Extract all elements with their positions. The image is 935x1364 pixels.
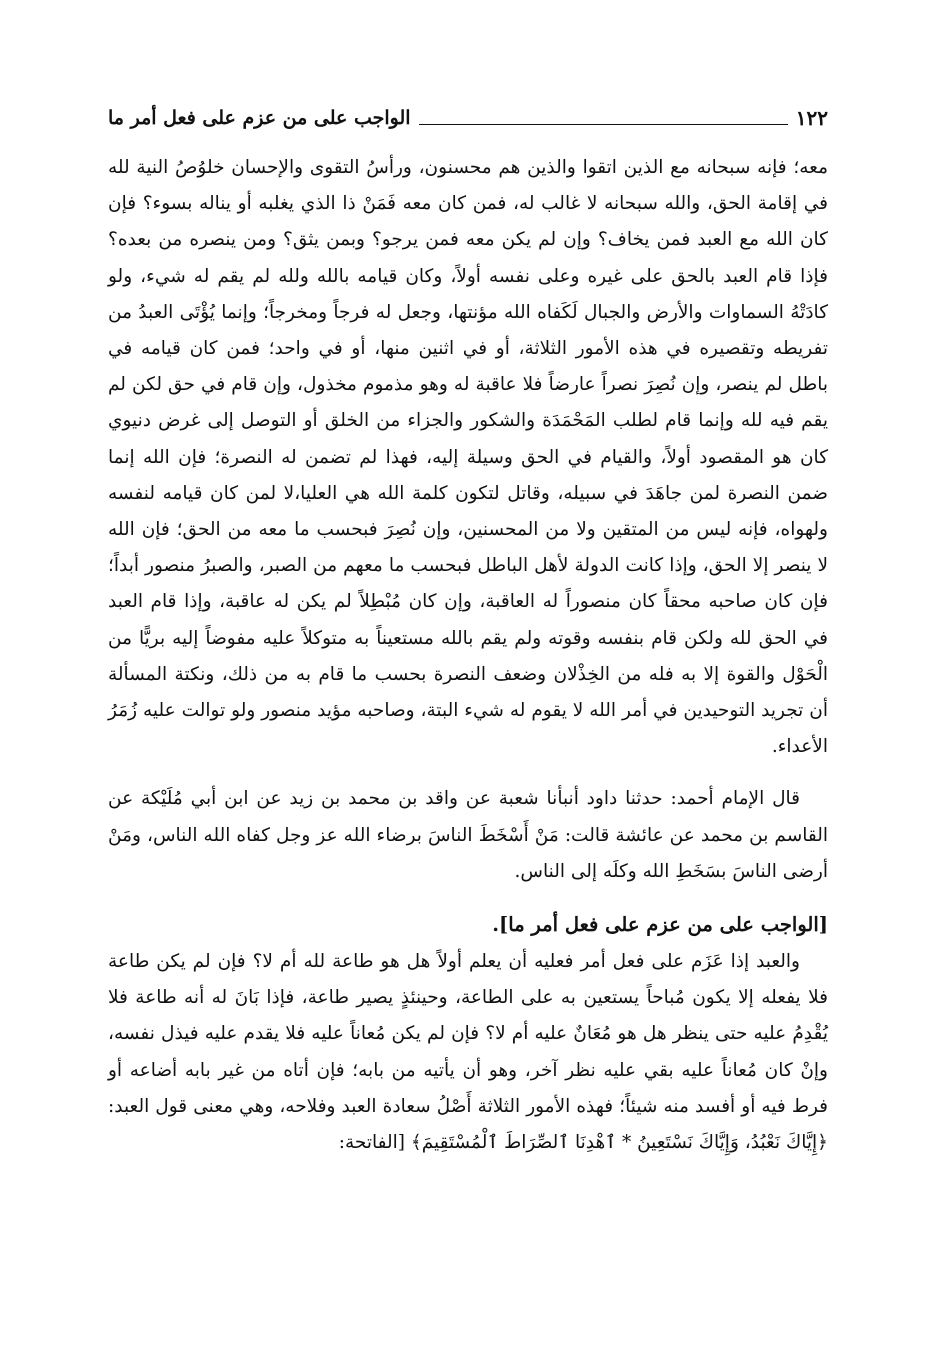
paragraph-1: معه؛ فإنه سبحانه مع الذين اتقوا والذين هم محسنون، ورأسُ التقوى والإحسان خلوُصُ النية لله في إقامة الحق، والله سبحانه لا غالب له، فمن كان معه فَمَنْ ذا الذي يغلبه أو يناله بسوء؟ فإن كان الله مع العبد فمن يخاف؟ وإن لم يكن معه فمن يرجو؟ وبمن يثق؟ ومن ينصره من بعده؟ فإذا قام العبد بالحق على غيره وعلى نفسه أولاً، وكان قيامه بالله ولله لم يقم له شيء، ولو كادَتْهُ السماوات والأرض والجبال لَكَفاه الله مؤنتها، وجعل له فرجاً ومخرجاً؛ وإنما يُؤْتَى العبدُ من تفريطه وتقصيره في هذه الأمور الثلاثة، أو في اثنين منها، أو في واحد؛ فمن كان قيامه في باطل لم ينصر، وإن نُصِرَ نصراً عارضاً فلا عاقبة له وهو مذموم مخذول، وإن قام في حق لكن لم يقم فيه لله وإنما قام لطلب المَحْمَدَة والشكور والجزاء من الخلق أو التوصل إلى غرض دنيوي كان هو المقصود أولاً، والقيام في الحق وسيلة إليه، فهذا لم تضمن له النصرة؛ فإن الله إنما ضمن النصرة لمن جاهَدَ في سبيله، وقاتل لتكون كلمة الله هي العليا،لا لمن كان قيامه لنفسه ولهواه، فإنه ليس من المتقين ولا من المحسنين، وإن نُصِرَ فبحسب ما معه من الحق؛ فإن الله لا ينصر إلا الحق، وإذا كانت الدولة لأهل الباطل فبحسب ما معهم من الصبر، والصبرُ منصور أبداً؛ فإن كان صاحبه محقاً كان منصوراً له العاقبة، وإن كان مُبْطِلاً لم يكن له عاقبة، وإذا قام العبد في الحق لله ولكن قام بنفسه وقوته ولم يقم بالله مستعيناً به متوكلاً عليه مفوضاً إليه بريًّا من الْحَوْل والقوة إلا به فله من الخِذْلان وضعف النصرة بحسب ما قام به من ذلك، ونكتة المسألة أن تجريد التوحيدين في أمر الله لا يقوم له شيء البتة، وصاحبه مؤيد منصور ولو توالت عليه زُمَرُ الأعداء. xyxy=(108,157,828,758)
running-header xyxy=(108,100,828,136)
header-rule xyxy=(419,124,788,125)
page-number: ١٢٢ xyxy=(795,106,828,130)
section-heading: [الواجب على من عزم على فعل أمر ما]. xyxy=(492,913,828,937)
book-page xyxy=(108,100,828,1340)
main-text xyxy=(108,150,828,1161)
running-title: الواجب على من عزم على فعل أمر ما xyxy=(108,107,411,129)
paragraph-3: والعبد إذا عَزَم على فعل أمر فعليه أن يعلم أولاً هل هو طاعة لله أم لا؟ فإن لم يكن طاعة فلا يفعله إلا يكون مُباحاً يستعين به على الطاعة، وحينئذٍ يصير طاعة، فإذا بَانَ له أنه طاعة فلا يُقْدِمُ عليه حتى ينظر هل هو مُعَانٌ عليه أم لا؟ فإن لم يكن مُعاناً عليه فلا يقدم عليه فيذل نفسه، وإنْ كان مُعاناً عليه بقي عليه نظر آخر، وهو أن يأتيه من بابه؛ فإن أتاه من غير بابه أضاعه أو فرط فيه أو أفسد منه شيئاً؛ فهذه الأمور الثلاثة أَصْلُ سعادة العبد وفلاحه، وهي معنى قول العبد: ﴿إِيَّاكَ نَعْبُدُ، وَإِيَّاكَ نَسْتَعِينُ * ٱهْدِنَا ٱلصِّرَاطَ ٱلْمُسْتَقِيمَ﴾ [الفاتحة: xyxy=(108,951,828,1154)
paragraph-2: قال الإمام أحمد: حدثنا داود أنبأنا شعبة عن واقد بن محمد بن زيد عن ابن أبي مُلَيْكة عن القاسم بن محمد عن عائشة قالت: مَنْ أَسْخَطَ الناسَ برضاء الله عز وجل كفاه الله الناس، ومَنْ أرضى الناسَ بسَخَطِ الله وكلَه إلى الناس. xyxy=(108,788,828,882)
